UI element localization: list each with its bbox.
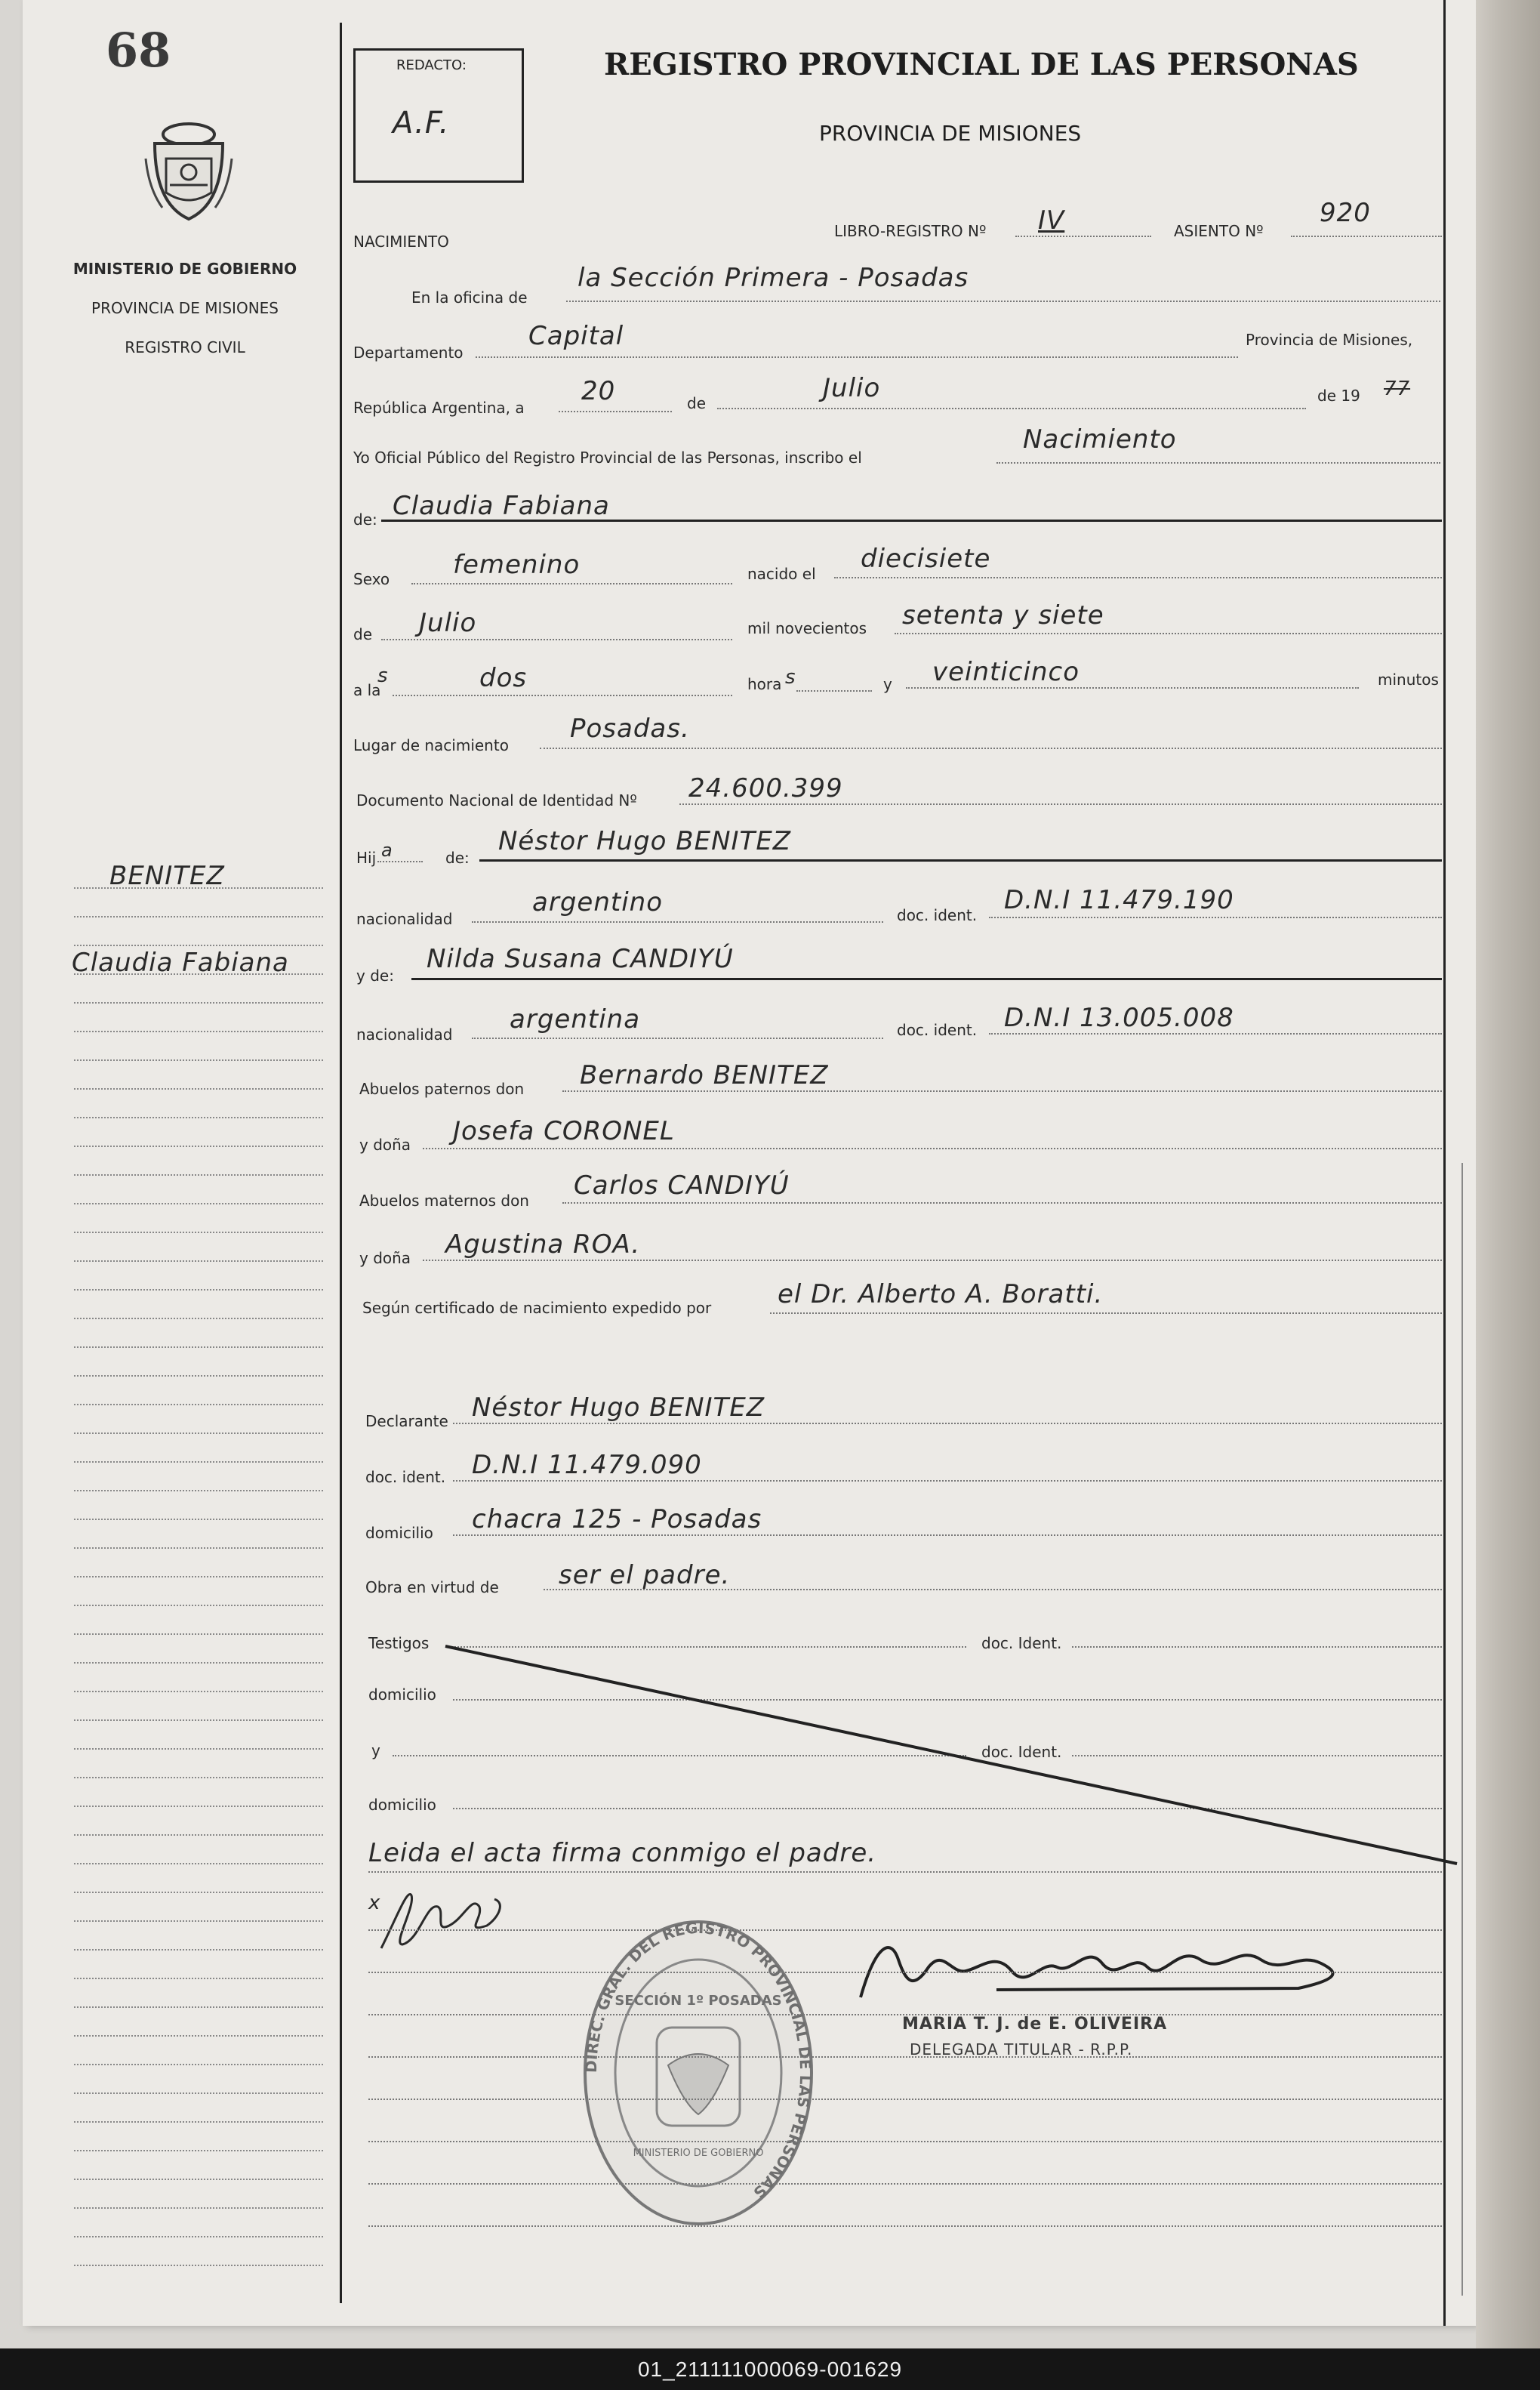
father-underline: [479, 859, 1442, 862]
abuelo-pat-dots: [562, 1090, 1442, 1092]
lower-ruled-line: [368, 1972, 1442, 1973]
minutos-label: minutos: [1378, 671, 1439, 689]
margin-ruled-line: [74, 1834, 323, 1836]
margin-ruled-line: [74, 1088, 323, 1090]
de-name-label: de:: [353, 510, 377, 529]
domicilio2-label: domicilio: [368, 1685, 436, 1704]
margin-ruled-line: [74, 1232, 323, 1233]
republica-label: República Argentina, a: [353, 399, 525, 417]
libro-dots: [1015, 236, 1151, 237]
father-name: Néstor Hugo BENITEZ: [498, 826, 792, 856]
mother-nationality-dots: [472, 1038, 883, 1039]
abuelo-mat-dots: [562, 1202, 1442, 1204]
yde-label: y de:: [356, 967, 394, 985]
mother-name: Nilda Susana CANDIYÚ: [427, 944, 734, 974]
libro-label: LIBRO-REGISTRO Nº: [834, 222, 987, 240]
margin-ruled-line: [74, 2265, 323, 2266]
name-value: Claudia Fabiana: [393, 491, 610, 521]
margin-ruled-line: [74, 2179, 323, 2180]
folio-number: 68: [106, 23, 171, 78]
oficina-label: En la oficina de: [411, 288, 528, 307]
margin-ruled-line: [74, 1260, 323, 1262]
nacionalidad-label: nacionalidad: [356, 910, 453, 928]
mil-label: mil novecientos: [747, 619, 867, 637]
domicilio-value: chacra 125 - Posadas: [472, 1504, 762, 1534]
mil-value: setenta y siete: [902, 600, 1104, 631]
lugar-label: Lugar de nacimiento: [353, 736, 509, 754]
hij-label: Hij: [356, 849, 377, 867]
margin-ruled-line: [74, 1203, 323, 1204]
domicilio3-label: domicilio: [368, 1796, 436, 1814]
dni-label: Documento Nacional de Identidad Nº: [356, 791, 637, 810]
margin-ruled-line: [74, 2064, 323, 2065]
de-label: de: [687, 394, 706, 412]
scan-file-label: 01_211111000069-001629: [637, 2358, 903, 2381]
year-prefix: de 19: [1317, 387, 1360, 405]
docident3-label: doc. ident.: [365, 1468, 446, 1486]
dni-dots: [679, 803, 1442, 805]
nacido-dots: [834, 577, 1442, 578]
mother-doc-dots: [989, 1033, 1442, 1035]
obra-label: Obra en virtud de: [365, 1578, 499, 1596]
declarante-doc-dots: [453, 1480, 1442, 1482]
coat-of-arms-icon: [140, 113, 238, 230]
declarante-dots: [453, 1423, 1442, 1424]
acto-value: Nacimiento: [1023, 424, 1177, 455]
year-suffix: 77: [1384, 378, 1411, 400]
minutos-dots: [906, 687, 1359, 689]
ministry-block: [45, 249, 325, 367]
month-value: Julio: [823, 373, 881, 403]
left-margin-rule: [340, 23, 342, 2303]
margin-ruled-line: [74, 2006, 323, 2008]
de3-label: de:: [445, 849, 470, 867]
nacido-value: diecisiete: [861, 544, 991, 574]
day-value: 20: [581, 376, 616, 406]
margin-ruled-line: [74, 1432, 323, 1434]
margin-ruled-line: [74, 1346, 323, 1348]
official-stamp: [578, 1914, 819, 2235]
margin-ruled-line: [74, 1949, 323, 1951]
father-doc-dots: [989, 917, 1442, 918]
ministry-province: PROVINCIA DE MISIONES: [91, 299, 279, 317]
margin-ruled-line: [74, 1059, 323, 1061]
margin-ruled-line: [74, 1863, 323, 1864]
lower-ruled-line: [368, 2014, 1442, 2015]
lower-ruled-line: [368, 1929, 1442, 1931]
document-subtitle: PROVINCIA DE MISIONES: [819, 121, 1082, 146]
margin-ruled-line: [74, 1777, 323, 1778]
ministry-registry: REGISTRO CIVIL: [125, 338, 245, 356]
y-label: y: [883, 675, 892, 693]
father-nationality-dots: [472, 921, 883, 923]
margin-ruled-line: [74, 1490, 323, 1491]
obra-dots: [544, 1589, 1442, 1590]
abuela-pat-dots: [423, 1148, 1442, 1149]
book-page-edges: [1476, 0, 1540, 2348]
horas-s-dots: [796, 690, 872, 692]
asiento-dots: [1291, 236, 1442, 237]
margin-ruled-line: [74, 1547, 323, 1549]
certificado-dots: [770, 1312, 1442, 1314]
abuela-mat-dots: [423, 1260, 1442, 1261]
margin-ruled-line: [74, 1002, 323, 1004]
certificado-label: Según certificado de nacimiento expedido por: [362, 1299, 712, 1317]
dni-value: 24.600.399: [688, 773, 843, 803]
asiento-label: ASIENTO Nº: [1174, 222, 1264, 240]
ministry-name: MINISTERIO DE GOBIERNO: [72, 260, 297, 278]
margin-ruled-line: [74, 1404, 323, 1405]
margin-ruled-line: [74, 1576, 323, 1577]
nacionalidad2-label: nacionalidad: [356, 1025, 453, 1044]
margin-ruled-line: [74, 1519, 323, 1520]
declarant-signature-icon: [366, 1873, 532, 1967]
margin-ruled-line: [74, 1662, 323, 1664]
closing-text: Leida el acta firma conmigo el padre.: [368, 1838, 877, 1868]
mother-nationality: argentina: [510, 1004, 641, 1035]
margin-ruled-line: [74, 973, 323, 975]
margin-ruled-line: [74, 916, 323, 917]
provincia-label: Provincia de Misiones,: [1246, 331, 1413, 349]
departamento-value: Capital: [528, 321, 624, 351]
stamp-bottom-text: MINISTERIO DE GOBIERNO: [633, 2148, 764, 2159]
margin-ruled-line: [74, 1461, 323, 1463]
margin-ruled-line: [74, 1892, 323, 1893]
nacido-label: nacido el: [747, 565, 816, 583]
minutos-value: veinticinco: [932, 657, 1080, 687]
asiento-value: 920: [1320, 198, 1371, 228]
docident-label: doc. ident.: [897, 906, 978, 924]
margin-ruled-line: [74, 1117, 323, 1118]
margin-ruled-line: [74, 1375, 323, 1377]
declarante-doc: D.N.I 11.479.090: [472, 1450, 702, 1480]
month-dots: [717, 408, 1306, 409]
abuelo-mat: Carlos CANDIYÚ: [574, 1170, 790, 1201]
declarante-label: Declarante: [365, 1412, 448, 1430]
oficina-value: la Sección Primera - Posadas: [578, 263, 969, 293]
margin-ruled-line: [74, 2121, 323, 2123]
official-signature-icon: [845, 1929, 1359, 2024]
margin-ruled-line: [74, 2236, 323, 2237]
nacimiento-label: NACIMIENTO: [353, 233, 449, 251]
mil-dots: [895, 633, 1442, 634]
ydona2-label: y doña: [359, 1249, 411, 1267]
lower-ruled-line: [368, 2183, 1442, 2185]
abuelos-mat-label: Abuelos maternos don: [359, 1192, 529, 1210]
y2-label: y: [371, 1741, 380, 1759]
margin-ruled-line: [74, 2092, 323, 2094]
margin-given-names: Claudia Fabiana: [72, 948, 289, 978]
domicilio-label: domicilio: [365, 1524, 433, 1542]
de2-label: de: [353, 625, 372, 643]
margin-ruled-line: [74, 1174, 323, 1176]
horas-value: dos: [479, 663, 528, 693]
abuelos-pat-label: Abuelos paternos don: [359, 1080, 525, 1098]
lower-ruled-line: [368, 2056, 1442, 2058]
hij-dots: [377, 861, 423, 862]
month2-dots: [381, 639, 732, 640]
lower-ruled-line: [368, 2099, 1442, 2100]
father-nationality: argentino: [532, 887, 663, 917]
mother-doc: D.N.I 13.005.008: [1004, 1003, 1234, 1033]
ydona-label: y doña: [359, 1136, 411, 1154]
docident4-label: doc. Ident.: [981, 1634, 1062, 1652]
official-name: MARIA T. J. de E. OLIVEIRA: [902, 2015, 1168, 2034]
margin-ruled-line: [74, 1318, 323, 1319]
docident5-label: doc. Ident.: [981, 1743, 1062, 1761]
sexo-label: Sexo: [353, 570, 390, 588]
margin-ruled-line: [74, 1806, 323, 1807]
lugar-dots: [540, 748, 1442, 749]
sexo-value: femenino: [453, 550, 581, 580]
declarante-value: Néstor Hugo BENITEZ: [472, 1392, 765, 1423]
departamento-dots: [476, 356, 1238, 358]
hij-suffix: a: [381, 840, 393, 861]
domicilio-dots: [453, 1534, 1442, 1536]
x-mark: x: [368, 1892, 381, 1914]
mother-underline: [411, 978, 1442, 980]
margin-ruled-line: [74, 887, 323, 889]
testigos-label: Testigos: [368, 1634, 430, 1652]
certificado-value: el Dr. Alberto A. Boratti.: [778, 1279, 1104, 1309]
margin-ruled-line: [74, 1031, 323, 1032]
horas-dots: [393, 695, 732, 696]
margin-ruled-line: [74, 1920, 323, 1922]
sexo-dots: [411, 583, 732, 584]
margin-ruled-line: [74, 1978, 323, 1979]
right-margin-rule: [1443, 0, 1446, 2326]
lugar-value: Posadas.: [570, 714, 690, 744]
departamento-label: Departamento: [353, 344, 464, 362]
oficial-label: Yo Oficial Público del Registro Provincial de las Personas, inscribo el: [353, 449, 862, 467]
document-title: REGISTRO PROVINCIAL DE LAS PERSONAS: [604, 47, 1359, 82]
margin-ruled-line: [74, 1289, 323, 1291]
official-title: DELEGADA TITULAR - R.P.P.: [910, 2040, 1133, 2058]
obra-value: ser el padre.: [559, 1560, 731, 1590]
horas-label: hora: [747, 675, 782, 693]
alas-label: a la: [353, 681, 381, 699]
horas-s: s: [785, 666, 796, 689]
abuelo-pat: Bernardo BENITEZ: [580, 1060, 829, 1090]
lower-ruled-line: [368, 2225, 1442, 2227]
redacto-value: A.F.: [393, 106, 450, 140]
margin-ruled-line: [74, 2150, 323, 2151]
acto-dots: [996, 462, 1440, 464]
margin-ruled-line: [74, 2207, 323, 2209]
margin-ruled-line: [74, 1633, 323, 1635]
margin-ruled-line: [74, 1719, 323, 1721]
father-doc: D.N.I 11.479.190: [1004, 885, 1234, 915]
name-underline: [381, 520, 1442, 522]
testigos-strike-line: [438, 1631, 1465, 1873]
margin-ruled-line: [74, 1605, 323, 1606]
docident2-label: doc. ident.: [897, 1021, 978, 1039]
lower-ruled-line: [368, 2141, 1442, 2142]
oficina-dots: [566, 301, 1440, 302]
margin-ruled-line: [74, 945, 323, 946]
margin-ruled-line: [74, 1748, 323, 1750]
margin-ruled-line: [74, 1146, 323, 1147]
abuela-pat: Josefa CORONEL: [453, 1116, 675, 1146]
month2-value: Julio: [419, 608, 477, 638]
abuela-mat: Agustina ROA.: [445, 1229, 641, 1260]
stamp-inner-text: SECCIÓN 1º POSADAS: [614, 1993, 782, 2009]
margin-ruled-line: [74, 1691, 323, 1692]
day-dots: [559, 411, 672, 412]
libro-value: IV: [1038, 205, 1065, 236]
margin-ruled-line: [74, 2035, 323, 2037]
redacto-label: REDACTO:: [396, 57, 467, 73]
alas-s: s: [377, 665, 389, 687]
stamp-outer-text: DIREC. GRAL. DEL REGISTRO PROVINCIAL DE LAS PERSONAS: [581, 1918, 815, 2202]
margin-surname: BENITEZ: [109, 861, 225, 891]
